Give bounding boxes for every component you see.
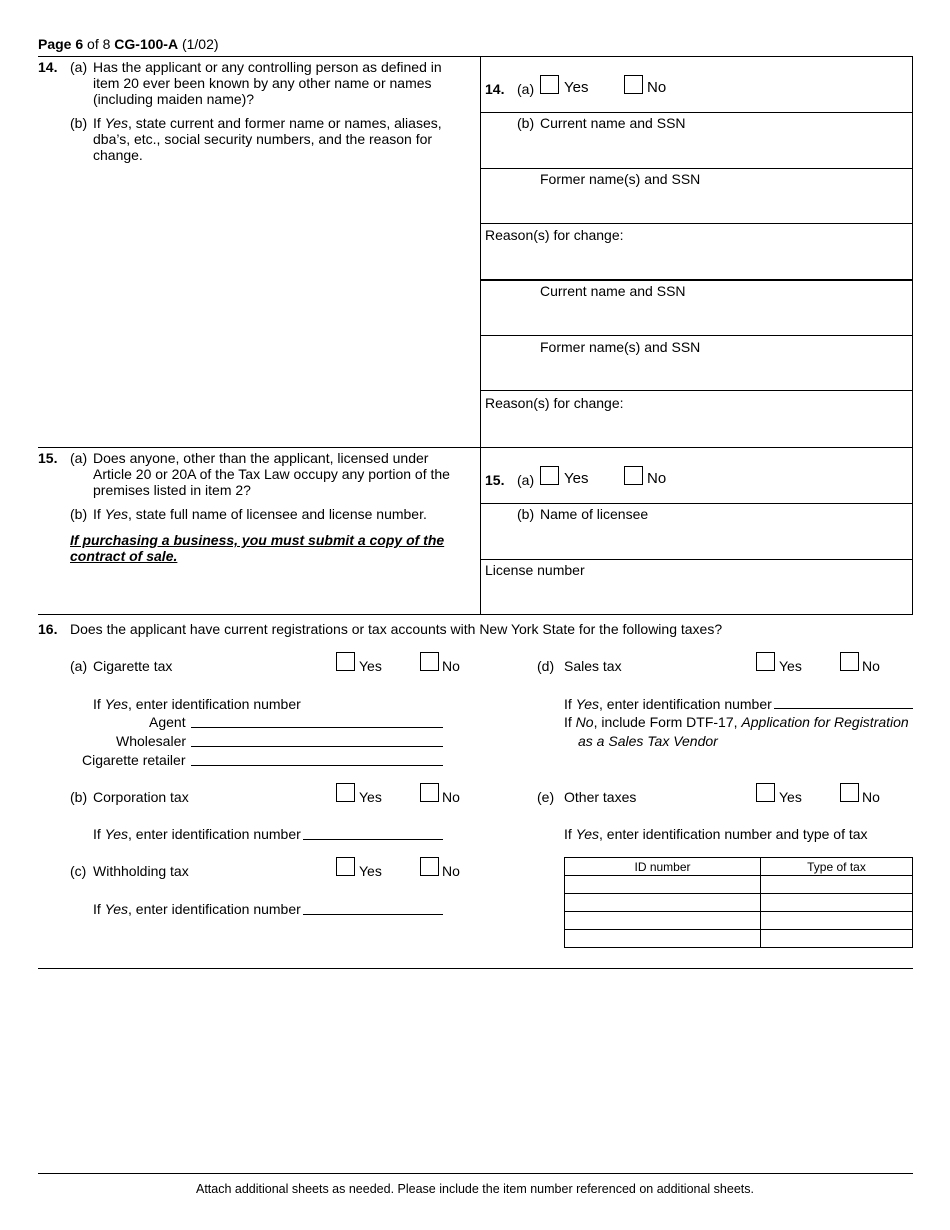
q14-former-name-label[interactable]: Former name(s) and SSN: [540, 171, 701, 187]
page-label: Page 6: [38, 36, 84, 52]
q14-reason-label[interactable]: Reason(s) for change:: [485, 227, 624, 243]
q15-yes-checkbox[interactable]: [540, 466, 559, 485]
wholesaler-id-line[interactable]: [191, 746, 443, 747]
q14-current-name-label[interactable]: Current name and SSN: [540, 115, 686, 131]
q16-c-enter-id: [93, 901, 301, 917]
dtf17-text: , include Form DTF-17,: [593, 714, 738, 730]
q15-licensee-label[interactable]: Name of licensee: [540, 506, 649, 522]
no-label: No: [442, 789, 460, 805]
table-header-row: [565, 858, 913, 876]
wholesaler-label: Wholesaler: [116, 733, 187, 749]
q14-b-body: , state current and former name or names, aliases, dba’s, etc., social security numbers, and the reason for change.: [93, 115, 442, 163]
yes-label: Yes: [359, 789, 382, 805]
q15-number: 15.: [38, 450, 58, 466]
q14-b-text: [93, 115, 458, 163]
if-word: If: [93, 696, 101, 712]
q16-a-label: Cigarette tax: [93, 658, 173, 674]
section-rule-16: [38, 614, 913, 615]
type-of-tax-header: Type of tax: [761, 858, 913, 876]
if-word: If: [564, 714, 572, 730]
yes-label: Yes: [779, 789, 802, 805]
enter-id-type-text: , enter identification number and type of tax: [599, 826, 868, 842]
q16-c-label: Withholding tax: [93, 863, 189, 879]
if-word: If: [564, 696, 572, 712]
q14-a-text: Has the applicant or any controlling person as defined in item 20 ever been known by any other name or names (including maiden name)?: [93, 59, 442, 107]
if-word: If: [93, 826, 101, 842]
q16-a-no-checkbox[interactable]: [420, 652, 439, 671]
corporation-id-line[interactable]: [303, 839, 443, 840]
q15-license-number-label[interactable]: License number: [485, 562, 585, 578]
yes-word: Yes: [104, 826, 129, 842]
row-line: [480, 112, 913, 113]
q15-b-body: , state full name of licensee and license number.: [128, 506, 427, 522]
yes-word: Yes: [104, 506, 129, 522]
q14-answer-a: (a): [517, 81, 535, 97]
q15-yes-label: Yes: [564, 470, 589, 487]
retailer-id-line[interactable]: [191, 765, 443, 766]
page-header: [38, 36, 219, 52]
q16-d-if-no: [564, 714, 909, 730]
yes-label: Yes: [359, 863, 382, 879]
yes-label: Yes: [779, 658, 802, 674]
retailer-label: Cigarette retailer: [82, 752, 186, 768]
enter-id-text: , enter identification number: [599, 696, 772, 712]
no-label: No: [442, 863, 460, 879]
yes-word: Yes: [104, 115, 129, 131]
row-line: [480, 335, 913, 336]
form-title-line-2: as a Sales Tax Vendor: [578, 733, 718, 749]
if-word: If: [93, 506, 101, 522]
q14-a-letter: (a): [70, 59, 88, 75]
q16-b-label: Corporation tax: [93, 789, 189, 805]
q14-current-name-label-2[interactable]: Current name and SSN: [540, 283, 686, 299]
form-date: (1/02): [181, 36, 219, 52]
q15-contract-note: If purchasing a business, you must submit a copy of the contract of sale.: [70, 532, 445, 564]
q16-c-yes-checkbox[interactable]: [336, 857, 355, 876]
q15-answer-number: 15.: [485, 472, 505, 488]
if-word: If: [93, 115, 101, 131]
no-label: No: [862, 658, 880, 674]
q16-e-letter: (e): [537, 789, 555, 805]
yes-word: Yes: [104, 696, 129, 712]
no-label: No: [862, 789, 880, 805]
q14-b-letter: (b): [70, 115, 88, 131]
withholding-id-line[interactable]: [303, 914, 443, 915]
section-rule-15: [38, 447, 913, 448]
row-line: [480, 168, 913, 169]
form-title: Application for Registration: [741, 714, 909, 730]
type-cell[interactable]: [761, 930, 913, 948]
q15-no-checkbox[interactable]: [624, 466, 643, 485]
type-cell[interactable]: [761, 894, 913, 912]
id-cell[interactable]: [565, 930, 761, 948]
sales-tax-id-line[interactable]: [774, 708, 913, 709]
if-word: If: [93, 901, 101, 917]
page-of: of 8: [87, 36, 111, 52]
q16-d-label: Sales tax: [564, 658, 622, 674]
q14-number: 14.: [38, 59, 58, 75]
agent-id-line[interactable]: [191, 727, 443, 728]
id-cell[interactable]: [565, 894, 761, 912]
q16-question: Does the applicant have current registrations or tax accounts with New York State for the following taxes?: [70, 621, 723, 637]
q16-b-no-checkbox[interactable]: [420, 783, 439, 802]
id-cell[interactable]: [565, 876, 761, 894]
yes-word: Yes: [575, 826, 600, 842]
q14-reason-label-2[interactable]: Reason(s) for change:: [485, 395, 624, 411]
q16-a-letter: (a): [70, 658, 88, 674]
other-taxes-table: [564, 857, 913, 948]
q16-d-no-checkbox[interactable]: [840, 652, 859, 671]
enter-id-text: , enter identification number: [128, 696, 301, 712]
section-end-rule: [38, 968, 913, 969]
q16-e-yes-checkbox[interactable]: [756, 783, 775, 802]
q15-no-label: No: [647, 470, 667, 487]
q14-yes-checkbox[interactable]: [540, 75, 559, 94]
q15-a-text: Does anyone, other than the applicant, licensed under Article 20 or 20A of the Tax Law occupy any portion of the premises listed in item 2?: [93, 450, 450, 498]
q15-answer-a: (a): [517, 472, 535, 488]
q16-number: 16.: [38, 621, 58, 637]
q16-d-enter-id: [564, 696, 772, 712]
id-cell[interactable]: [565, 912, 761, 930]
table-row: [565, 876, 913, 894]
table-row: [565, 912, 913, 930]
table-row: [565, 894, 913, 912]
q14-former-name-label-2[interactable]: Former name(s) and SSN: [540, 339, 701, 355]
q16-c-no-checkbox[interactable]: [420, 857, 439, 876]
q16-d-letter: (d): [537, 658, 555, 674]
q14-answer-number: 14.: [485, 81, 505, 97]
q14-no-checkbox[interactable]: [624, 75, 643, 94]
q16-e-enter-id: [564, 826, 868, 842]
yes-word: Yes: [575, 696, 600, 712]
if-word: If: [564, 826, 572, 842]
row-line: [480, 223, 913, 224]
q15-b-text: [93, 506, 427, 522]
row-line: [480, 559, 913, 560]
q16-e-label: Other taxes: [564, 789, 637, 805]
type-cell[interactable]: [761, 876, 913, 894]
footer-note: Attach additional sheets as needed. Please include the item number referenced on additional sheets.: [195, 1182, 754, 1196]
top-rule: [38, 56, 913, 57]
q16-e-no-checkbox[interactable]: [840, 783, 859, 802]
row-line: [480, 503, 913, 504]
q14-no-label: No: [647, 79, 667, 96]
q15-b-letter: (b): [70, 506, 88, 522]
q16-a-enter-id: [93, 696, 301, 712]
row-line: [480, 390, 913, 391]
enter-id-text: , enter identification number: [128, 901, 301, 917]
yes-label: Yes: [359, 658, 382, 674]
q16-b-letter: (b): [70, 789, 88, 805]
no-label: No: [442, 658, 460, 674]
q14-yes-label: Yes: [564, 79, 589, 96]
q16-c-letter: (c): [70, 863, 87, 879]
q16-b-enter-id: [93, 826, 301, 842]
no-word: No: [575, 714, 594, 730]
id-number-header: ID number: [565, 858, 761, 876]
q15-answer-b: (b): [517, 506, 535, 522]
row-line: [480, 279, 913, 281]
enter-id-text: , enter identification number: [128, 826, 301, 842]
q16-a-yes-checkbox[interactable]: [336, 652, 355, 671]
agent-label: Agent: [149, 714, 186, 730]
table-row: [565, 930, 913, 948]
q14-answer-b: (b): [517, 115, 535, 131]
type-cell[interactable]: [761, 912, 913, 930]
q16-b-yes-checkbox[interactable]: [336, 783, 355, 802]
footer-rule: [38, 1173, 913, 1174]
yes-word: Yes: [104, 901, 129, 917]
q16-d-yes-checkbox[interactable]: [756, 652, 775, 671]
q15-a-letter: (a): [70, 450, 88, 466]
form-id: CG-100-A: [114, 36, 179, 52]
